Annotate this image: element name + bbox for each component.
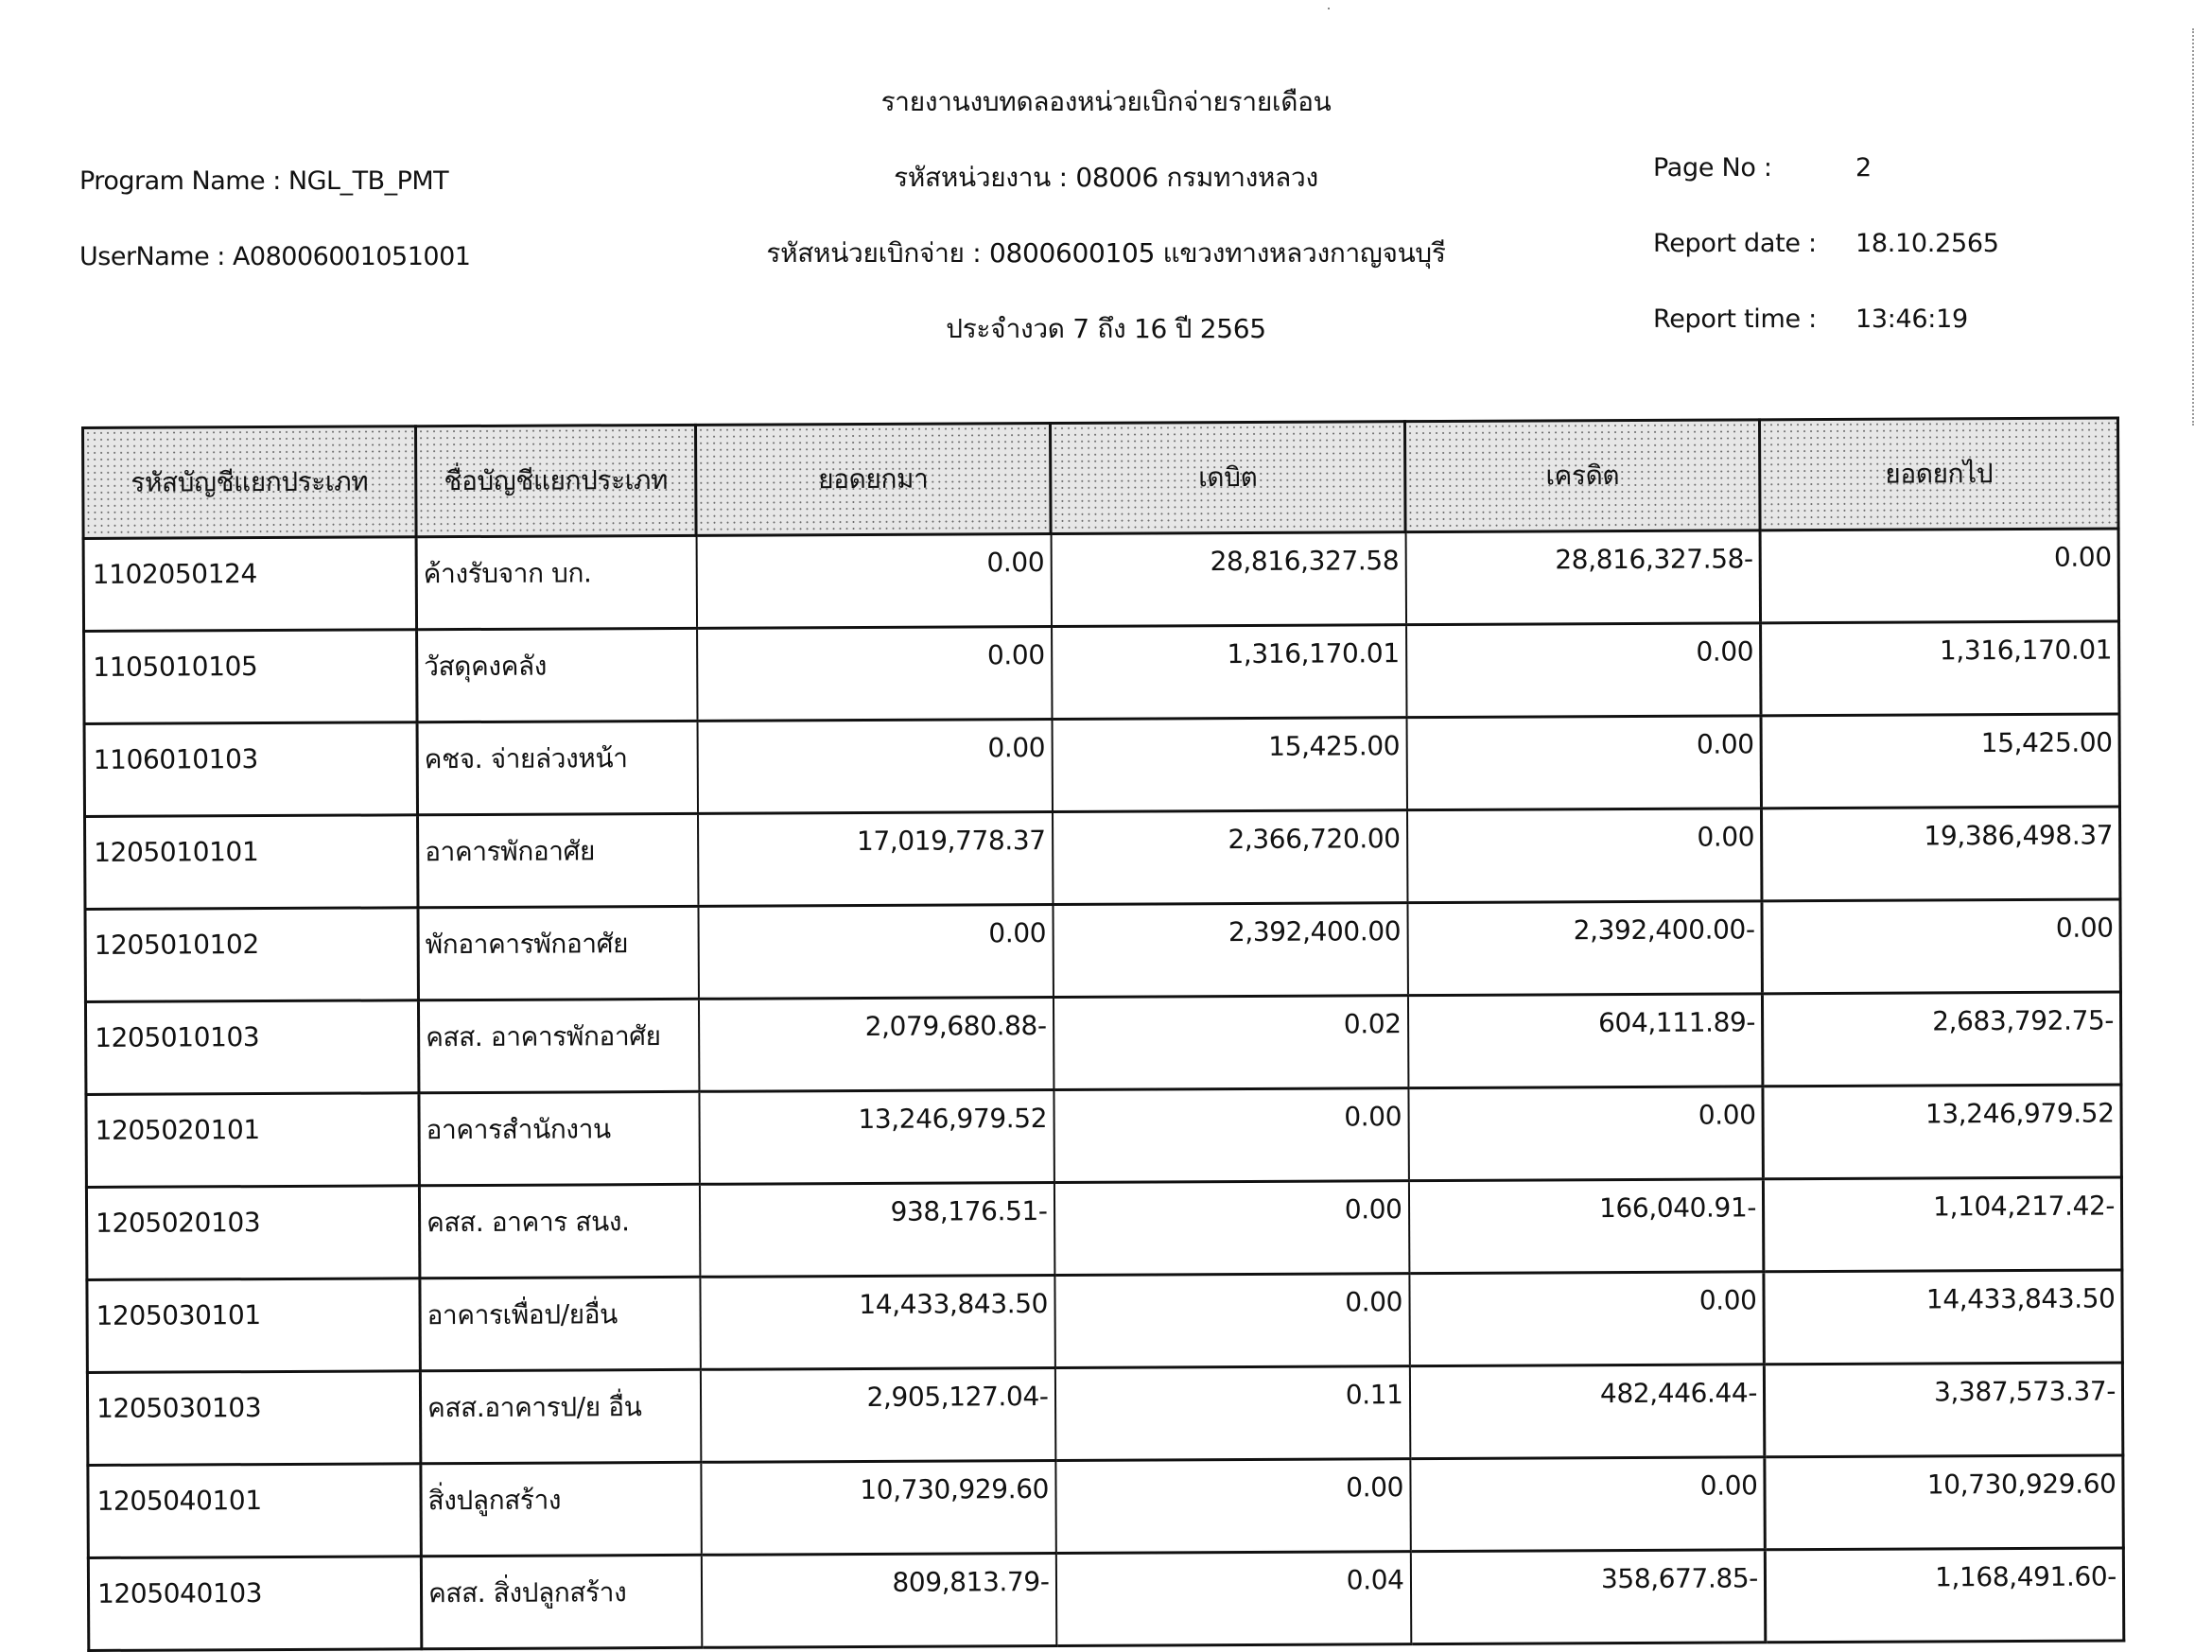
account-name-cell: อาคารพักอาศัย	[418, 813, 698, 907]
closing-balance-cell: 0.00	[1762, 899, 2120, 994]
disbursing-unit-code: รหัสหน่วยเบิกจ่าย : 0800600105 แขวงทางหลวงกาญจนบุรี	[766, 237, 1446, 269]
column-header-account-code: รหัสบัญชีแยกประเภท	[83, 426, 417, 539]
page-no-value: 2	[1855, 153, 1872, 183]
account-code-cell: 1205030103	[87, 1371, 420, 1466]
table-row	[85, 899, 2120, 1002]
column-header-credit: เครดิต	[1404, 420, 1760, 532]
closing-balance-cell: 15,425.00	[1761, 714, 2119, 809]
credit-cell: 0.00	[1406, 623, 1761, 718]
debit-cell: 0.00	[1055, 1459, 1410, 1554]
account-name-cell: คสส.อาคารป/ย อื่น	[420, 1369, 700, 1463]
account-code-cell: 1205020101	[86, 1093, 419, 1188]
report-period: ประจำงวด 7 ถึง 16 ปี 2565	[946, 313, 1266, 344]
opening-balance-cell: 14,433,843.50	[700, 1275, 1054, 1369]
account-name-cell: วัสดุคงคลัง	[417, 628, 697, 722]
account-code-cell: 1205040101	[88, 1464, 421, 1558]
opening-balance-cell: 0.00	[697, 719, 1052, 813]
column-header-closing-balance: ยอดยกไป	[1759, 418, 2118, 530]
account-name-cell: สิ่งปลูกสร้าง	[421, 1462, 701, 1556]
table-row	[88, 1455, 2123, 1558]
account-name-cell: คสส. สิ่งปลูกสร้าง	[421, 1555, 701, 1648]
column-header-account-name: ชื่อบัญชีแยกประเภท	[416, 425, 697, 536]
debit-cell: 0.00	[1054, 1088, 1408, 1183]
report-time-label: Report time :	[1653, 304, 1817, 334]
debit-cell: 0.00	[1054, 1274, 1409, 1368]
table-row	[85, 807, 2120, 910]
credit-cell: 0.00	[1406, 809, 1761, 903]
account-code-cell: 1106010103	[84, 722, 417, 817]
table-header-row	[83, 418, 2119, 539]
credit-cell: 0.00	[1409, 1272, 1764, 1366]
account-name-cell: คสส. อาคาร สนง.	[419, 1184, 699, 1278]
table-row	[88, 1548, 2123, 1651]
account-code-cell: 1105010105	[84, 630, 417, 724]
account-name-cell: พักอาคารพักอาศัย	[418, 906, 698, 1000]
debit-cell: 0.02	[1053, 996, 1407, 1090]
user-name: UserName : A08006001051001	[79, 242, 471, 271]
account-code-cell: 1102050124	[83, 537, 416, 632]
opening-balance-cell: 0.00	[698, 904, 1053, 999]
page-no-label: Page No :	[1653, 153, 1772, 183]
debit-cell: 15,425.00	[1052, 718, 1406, 812]
closing-balance-cell: 19,386,498.37	[1761, 807, 2119, 901]
debit-cell: 1,316,170.01	[1052, 625, 1406, 720]
debit-cell: 0.04	[1055, 1552, 1410, 1646]
account-name-cell: อาคารเพื่อป/ยอื่น	[420, 1277, 700, 1370]
debit-cell: 0.11	[1054, 1366, 1409, 1461]
credit-cell: 166,040.91-	[1408, 1179, 1763, 1274]
account-name-cell: อาคารสำนักงาน	[419, 1091, 699, 1185]
closing-balance-cell: 1,168,491.60-	[1765, 1548, 2123, 1643]
closing-balance-cell: 0.00	[1760, 529, 2118, 623]
account-code-cell: 1205010102	[85, 908, 418, 1002]
column-header-opening-balance: ยอดยกมา	[695, 423, 1051, 535]
account-code-cell: 1205030101	[87, 1278, 420, 1373]
closing-balance-cell: 3,387,573.37-	[1764, 1363, 2122, 1457]
account-code-cell: 1205010103	[85, 1000, 418, 1095]
report-date-value: 18.10.2565	[1855, 229, 1999, 258]
closing-balance-cell: 2,683,792.75-	[1762, 992, 2120, 1087]
trial-balance-table	[81, 416, 2125, 1652]
opening-balance-cell: 0.00	[697, 626, 1052, 721]
closing-balance-cell: 1,104,217.42-	[1763, 1177, 2121, 1272]
debit-cell: 28,816,327.58	[1051, 532, 1405, 627]
table-row	[84, 714, 2119, 817]
opening-balance-cell: 938,176.51-	[699, 1182, 1054, 1277]
table-row	[87, 1270, 2122, 1373]
credit-cell: 482,446.44-	[1409, 1365, 1764, 1459]
program-name: Program Name : NGL_TB_PMT	[79, 166, 449, 196]
credit-cell: 0.00	[1410, 1457, 1765, 1552]
credit-cell: 2,392,400.00-	[1407, 901, 1762, 996]
closing-balance-cell: 1,316,170.01	[1761, 621, 2119, 716]
table-body	[83, 529, 2124, 1651]
account-name-cell: ค้างรับจาก บก.	[416, 535, 696, 629]
debit-cell: 2,366,720.00	[1053, 810, 1407, 905]
agency-code: รหัสหน่วยงาน : 08006 กรมทางหลวง	[894, 162, 1318, 193]
table-row	[86, 1085, 2121, 1188]
opening-balance-cell: 10,730,929.60	[701, 1460, 1055, 1555]
account-code-cell: 1205020103	[86, 1186, 419, 1280]
report-time-value: 13:46:19	[1855, 304, 1968, 334]
credit-cell: 28,816,327.58-	[1405, 530, 1760, 625]
debit-cell: 2,392,400.00	[1053, 903, 1407, 998]
report-title: รายงานงบทดลองหน่วยเบิกจ่ายรายเดือน	[880, 86, 1332, 117]
table-row	[87, 1363, 2122, 1466]
credit-cell: 0.00	[1408, 1087, 1763, 1181]
credit-cell: 604,111.89-	[1407, 994, 1762, 1088]
closing-balance-cell: 10,730,929.60	[1765, 1455, 2123, 1550]
opening-balance-cell: 809,813.79-	[701, 1553, 1055, 1647]
table-row	[83, 529, 2118, 632]
opening-balance-cell: 13,246,979.52	[699, 1089, 1054, 1184]
report-date-label: Report date :	[1653, 229, 1817, 258]
opening-balance-cell: 0.00	[696, 533, 1051, 628]
debit-cell: 0.00	[1054, 1181, 1408, 1276]
account-name-cell: คชจ. จ่ายล่วงหน้า	[417, 721, 697, 814]
closing-balance-cell: 14,433,843.50	[1764, 1270, 2122, 1365]
table-row	[84, 621, 2119, 724]
opening-balance-cell: 2,079,680.88-	[698, 997, 1053, 1091]
opening-balance-cell: 2,905,127.04-	[700, 1367, 1054, 1462]
scan-artifact-dot	[1328, 8, 1330, 9]
opening-balance-cell: 17,019,778.37	[698, 811, 1053, 906]
credit-cell: 0.00	[1406, 716, 1761, 810]
account-name-cell: คสส. อาคารพักอาศัย	[418, 999, 698, 1092]
account-code-cell: 1205010101	[85, 815, 418, 910]
account-code-cell: 1205040103	[88, 1556, 421, 1651]
credit-cell: 358,677.85-	[1410, 1550, 1765, 1644]
column-header-debit: เดบิต	[1050, 422, 1405, 534]
table-row	[86, 1177, 2121, 1280]
closing-balance-cell: 13,246,979.52	[1763, 1085, 2121, 1179]
table-row	[85, 992, 2120, 1095]
